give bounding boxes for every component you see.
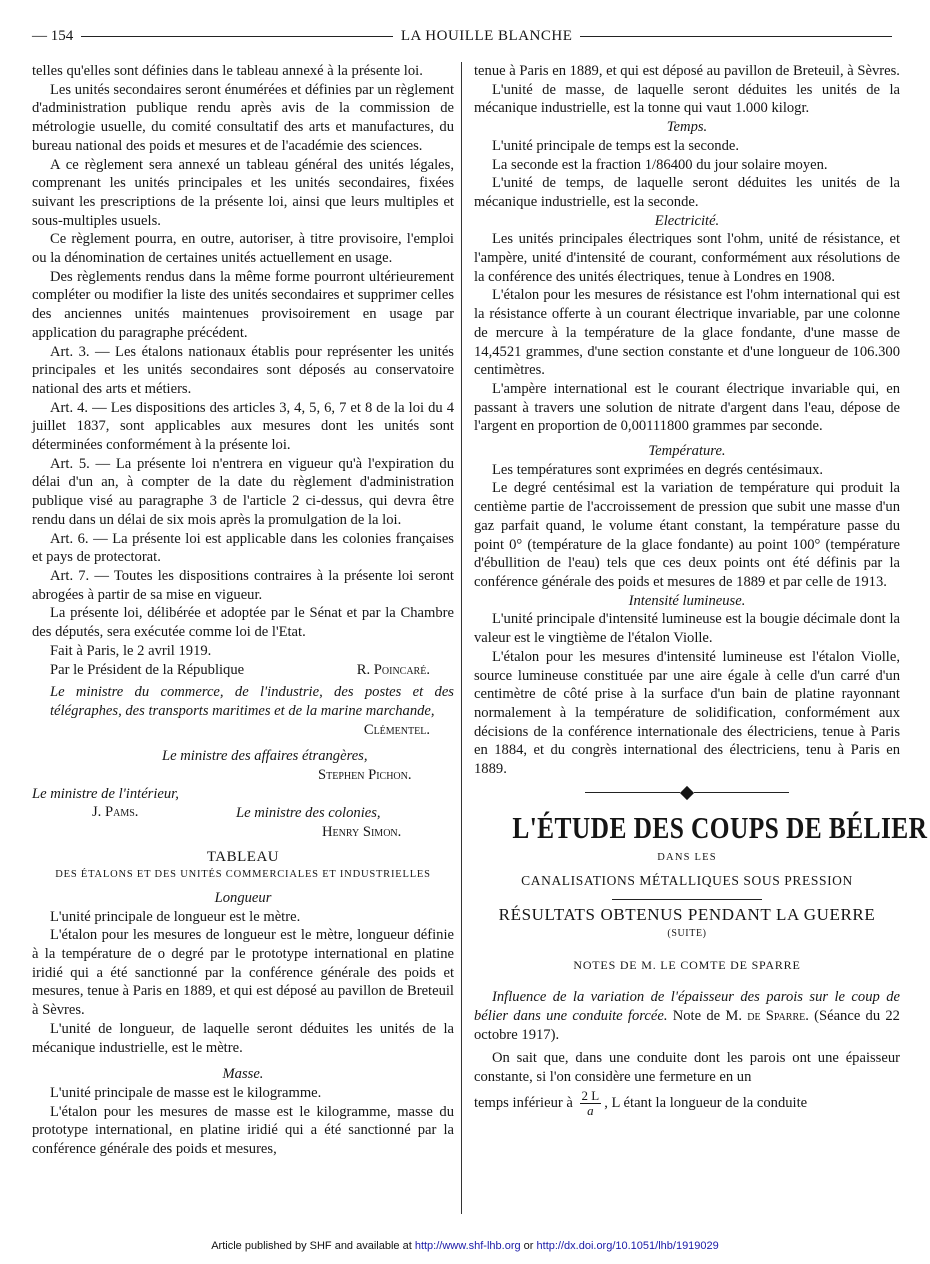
president-signature-row <box>32 661 454 680</box>
minister-affaires-etrangeres: Le ministre des affaires étrangères, <box>162 748 368 765</box>
footer: Article published by SHF and available at http://www.shf-lhb.org or http://dx.doi.org/10.1051/lhb/1919029 <box>211 1240 719 1252</box>
paragraph: telles qu'elles sont définies dans le tableau annexé à la présente loi. <box>32 63 423 79</box>
signature-clementel: Clémentel. <box>363 721 430 738</box>
paragraph: Les unités principales électriques sont l'ohm, unité de résistance, et l'ampère, unité d'intensité de courant, conformément aux résolutions de la conférence des unités électriques, tenue à Londres en 1908. <box>474 231 900 285</box>
paragraph: Des règlements rendus dans la même forme pourront ultérieurement compléter ou modifier la liste des unités secondaires et supprimer celles des anciennes unités maintenues provisoirement en usage par application du paragraphe précédent. <box>32 268 454 341</box>
signature-pams: J. Pams. <box>92 804 139 821</box>
minister-colonies: Le ministre des colonies, <box>236 805 381 822</box>
date-line: Fait à Paris, le 2 avril 1919. <box>50 642 212 659</box>
paragraph: L'unité de temps, de laquelle seront déduites les unités de la mécanique industrielle, est la seconde. <box>474 175 900 210</box>
par-president: Par le Président de la République <box>50 661 245 678</box>
tableau-title: TABLEAU <box>206 848 280 865</box>
paragraph: Les températures sont exprimées en degrés centésimaux. <box>492 461 824 478</box>
paragraph: L'unité principale de longueur est le mètre. <box>50 908 301 925</box>
fraction: $\frac{2 L}{a}$ <box>581 1087 600 1118</box>
ornament-divider <box>474 785 900 801</box>
paragraph: On sait que, dans une conduite dont les parois ont une épaisseur constante, si l'on considère une fermeture en un <box>474 1050 900 1086</box>
title-connector: DANS LES <box>657 851 717 863</box>
article-title: L'ÉTUDE DES COUPS DE BÉLIER <box>512 809 928 845</box>
promulgation-paragraph: La présente loi, délibérée et adoptée par le Sénat et par la Chambre des députés, sera exécutée comme loi de l'Etat. <box>32 605 454 641</box>
minister-commerce: Le ministre du commerce, de l'industrie, des postes et des télégraphes, des transports maritimes et de la marine marchande, <box>50 684 454 719</box>
paragraph: Les unités secondaires seront énumérées et définies par un règlement d'administration publique rendu après avis de la commission de métrologie usuelle, du comité consultatif des arts et manufactures, du bureau national des poids et mesures et de l'académie des sciences. <box>32 81 454 154</box>
note-heading: Influence de la variation de l'épaisseur des parois sur le coup de bélier dans une conduite forcée. Note de M. de Sparre. (Séance du 22 octobre 1917). <box>474 989 900 1043</box>
section-heading-intensite: Intensité lumineuse. <box>628 592 746 609</box>
paragraph: L'unité de longueur, de laquelle seront déduites les unités de la mécanique industrielle, est le mètre. <box>32 1020 454 1056</box>
article-6: Art. 6. — La présente loi est applicable dans les colonies françaises et pays de protectorat. <box>32 530 454 566</box>
paragraph: L'étalon pour les mesures de résistance est l'ohm international qui est la résistance offerte à un courant électrique invariable, par une colonne de mercure à la température de la glace fondante, d'une masse de 14,4521 grammes, d'une section constante et d'une longueur de 106.300 centimètres. <box>474 287 900 379</box>
left-column <box>32 62 454 1159</box>
article-5: Art. 5. — La présente loi n'entrera en vigueur qu'à l'expiration du délai d'un an, à compter de la date du règlement d'administration publique visé au paragraphe 3 de l'article 2 ci-dessus, qui devra être rendu dans un délai de six mois après la promulgation de la loi. <box>32 455 454 528</box>
section-heading-temps: Temps. <box>666 119 708 136</box>
paragraph: L'étalon pour les mesures d'intensité lumineuse est l'étalon Violle, source lumineuse constituée par une aire égale à celle d'un carré d'un centimètre de côté prise à la surface d'un bain de platine rayonnant normalement à la température de solidification, conformément aux décisions de la conférence internationale des électriciens, tenue à Paris en 1884, et du congrès international des électriciens, tenu à Paris en 1889. <box>474 648 900 778</box>
right-column <box>474 62 928 1118</box>
paragraph: L'unité principale de masse est le kilogramme. <box>50 1084 322 1101</box>
minister-interieur: Le ministre de l'intérieur, <box>32 785 179 802</box>
page-number: — 154 <box>32 27 74 44</box>
paragraph: A ce règlement sera annexé un tableau général des unités légales, comprenant les unités principales et les unités secondaires, fixées suivant les prescriptions de la présente loi, ainsi que leurs multiples et sous-multiples usuels. <box>32 156 454 229</box>
paragraph: L'étalon pour les mesures de masse est le kilogramme, masse du prototype international, en platine iridié qui a été sanctionné par la conférence générale des poids et mesures, <box>32 1103 454 1158</box>
paragraph: La seconde est la fraction 1/86400 du jour solaire moyen. <box>492 156 828 173</box>
section-heading-longueur: Longueur <box>214 889 272 906</box>
header-rule-left <box>81 36 393 37</box>
footer-link-shf[interactable]: http://www.shf-lhb.org <box>414 1240 521 1252</box>
paragraph: L'unité principale de temps est la seconde. <box>492 137 739 154</box>
paragraph: L'unité principale d'intensité lumineuse est la bougie décimale dont la valeur est le vingtième de l'étalon Violle. <box>474 611 900 647</box>
paragraph: L'unité de masse, de laquelle seront déduites les unités de la mécanique industrielle, est la tonne qui vaut 1.000 kilogr. <box>474 81 900 117</box>
article-7: Art. 7. — Toutes les dispositions contraires à la présente loi seront abrogées à partir de sa mise en vigueur. <box>32 567 454 603</box>
tableau-subtitle: DES ÉTALONS ET DES UNITÉS COMMERCIALES ET INDUSTRIELLES <box>55 869 431 881</box>
paragraph-with-fraction: temps inférieur à $\frac{2 L}{a}$ , L étant la longueur de la conduite <box>474 1087 808 1118</box>
signature-pichon: Stephen Pichon. <box>318 767 412 784</box>
paragraph: tenue à Paris en 1889, et qui est déposé au pavillon de Breteuil, à Sèvres. <box>474 63 900 79</box>
article-3: Art. 3. — Les étalons nationaux établis pour représenter les unités principales et les unités secondaires sont déposés au conservatoire national des arts et métiers. <box>32 343 454 397</box>
footer-link-doi[interactable]: http://dx.doi.org/10.1051/lhb/1919029 <box>536 1240 719 1252</box>
paragraph: L'ampère international est le courant électrique invariable qui, en passant à travers une solution de nitrate d'argent dans l'eau, dépose de l'argent en proportion de 0,00111800 grammes par seconde. <box>474 380 900 435</box>
notes-author: NOTES DE M. LE COMTE DE SPARRE <box>573 957 801 972</box>
section-heading-temperature: Température. <box>648 443 726 460</box>
header-rule-right <box>580 36 892 37</box>
section-heading-masse: Masse. <box>222 1066 264 1083</box>
signature-poincare: R. Poincaré. <box>356 661 430 678</box>
section-heading-electricite: Electricité. <box>654 212 720 229</box>
paragraph: Le degré centésimal est la variation de température qui produit la centième partie de l'accroissement de pression que subit une masse d'un gaz parfait quand, le volume étant constant, la température passe du point 0° (température de la glace fondante) au point 100° (température d'ébullition de l'eau) tels que ces deux points ont été définis par la conférence générale des poids et mesures de 1889 et par celle de 1913. <box>474 480 900 590</box>
suite-label: (SUITE) <box>667 927 707 939</box>
signature-simon: Henry Simon. <box>322 823 402 840</box>
paragraph: Ce règlement pourra, en outre, autoriser, à titre provisoire, l'emploi ou la dénomination de certaines unités actuellement en usage. <box>32 231 454 267</box>
article-subtitle: CANALISATIONS MÉTALLIQUES SOUS PRESSION <box>521 873 853 889</box>
short-rule <box>612 899 762 900</box>
page-header <box>32 26 900 46</box>
paragraph: L'étalon pour les mesures de longueur est le mètre, longueur définie à la température de o degré par le prototype international en platine iridié qui a été sanctionné par la conférence générale des poids et mesures, tenue à Paris en 1889, et qui est déposé au pavillon de Breteuil à Sèvres. <box>32 927 454 1019</box>
column-divider <box>461 62 462 1214</box>
diamond-icon <box>680 786 694 800</box>
article-section-title: RÉSULTATS OBTENUS PENDANT LA GUERRE <box>498 905 876 925</box>
journal-title: LA HOUILLE BLANCHE <box>400 27 573 44</box>
article-4: Art. 4. — Les dispositions des articles 3, 4, 5, 6, 7 et 8 de la loi du 4 juillet 1837, sont applicables aux mesures dont les unités sont déterminées conformément à la présente loi. <box>32 399 454 454</box>
